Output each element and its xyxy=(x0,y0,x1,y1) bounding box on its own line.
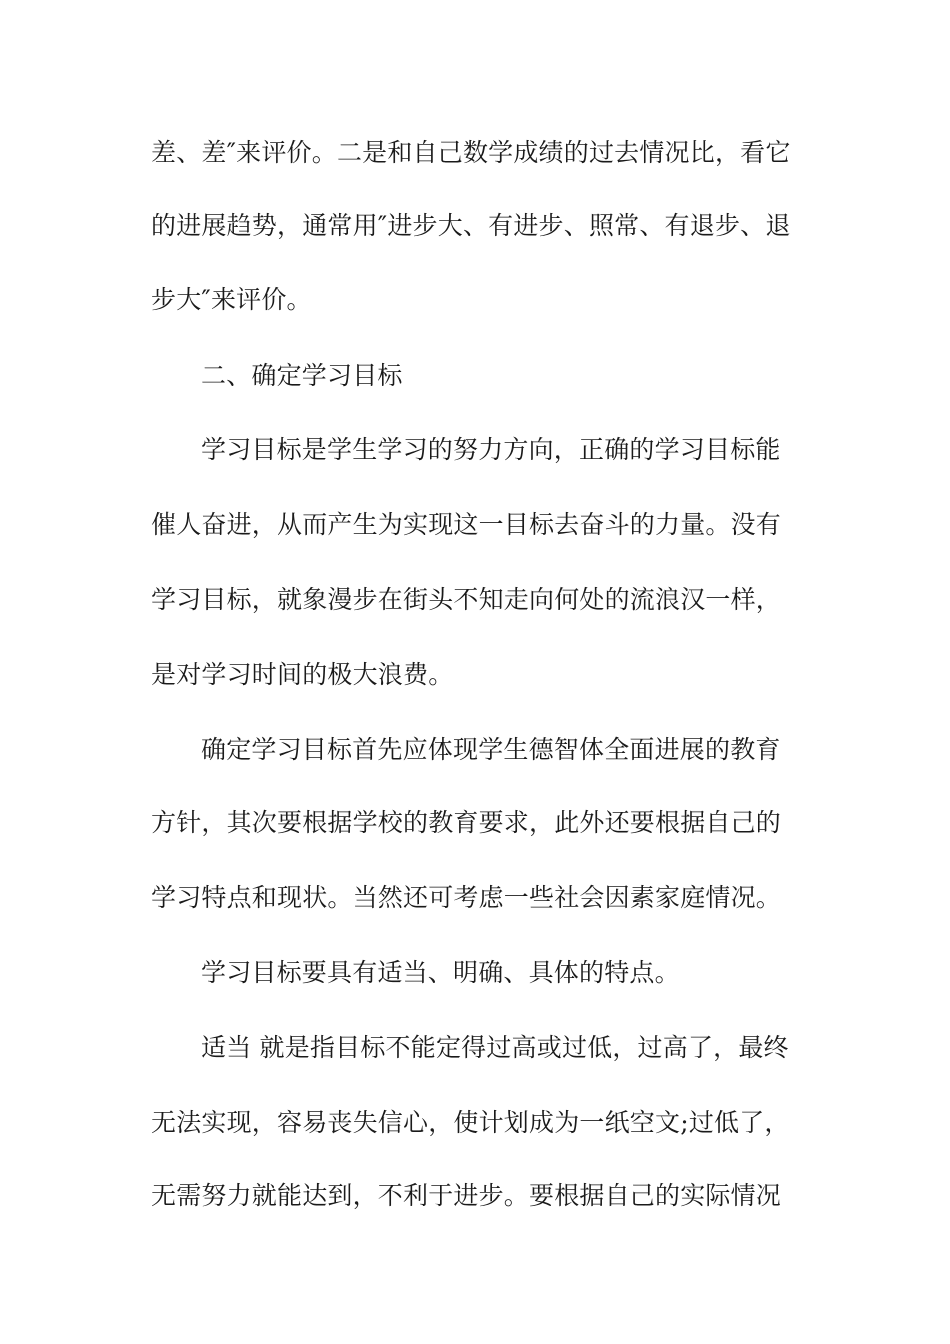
text-line: 无法实现，容易丧失信心，使计划成为一纸空文;过低了， xyxy=(151,1108,790,1137)
text-line: 催人奋进，从而产生为实现这一目标去奋斗的力量。没有 xyxy=(151,510,782,539)
text-line: 学习目标，就象漫步在街头不知走向何处的流浪汉一样， xyxy=(151,585,782,614)
text-line: 学习目标是学生学习的努力方向，正确的学习目标能 xyxy=(201,435,781,464)
text-line: 方针，其次要根据学校的教育要求，此外还要根据自己的 xyxy=(151,808,782,837)
text-line: 差、差″来评价。二是和自己数学成绩的过去情况比，看它 xyxy=(151,138,791,167)
section-heading: 二、确定学习目标 xyxy=(201,361,403,390)
text-line: 确定学习目标首先应体现学生德智体全面进展的教育 xyxy=(201,735,781,764)
text-line: 的进展趋势，通常用″进步大、有进步、照常、有退步、退 xyxy=(151,211,791,240)
text-line: 无需努力就能达到，不利于进步。要根据自己的实际情况 xyxy=(151,1181,782,1210)
text-line: 适当 就是指目标不能定得过高或过低，过高了，最终 xyxy=(201,1033,789,1062)
text-line: 是对学习时间的极大浪费。 xyxy=(151,660,454,689)
text-line: 步大″来评价。 xyxy=(151,285,312,314)
text-line: 学习目标要具有适当、明确、具体的特点。 xyxy=(201,958,680,987)
text-line: 学习特点和现状。当然还可考虑一些社会因素家庭情况。 xyxy=(151,883,782,912)
